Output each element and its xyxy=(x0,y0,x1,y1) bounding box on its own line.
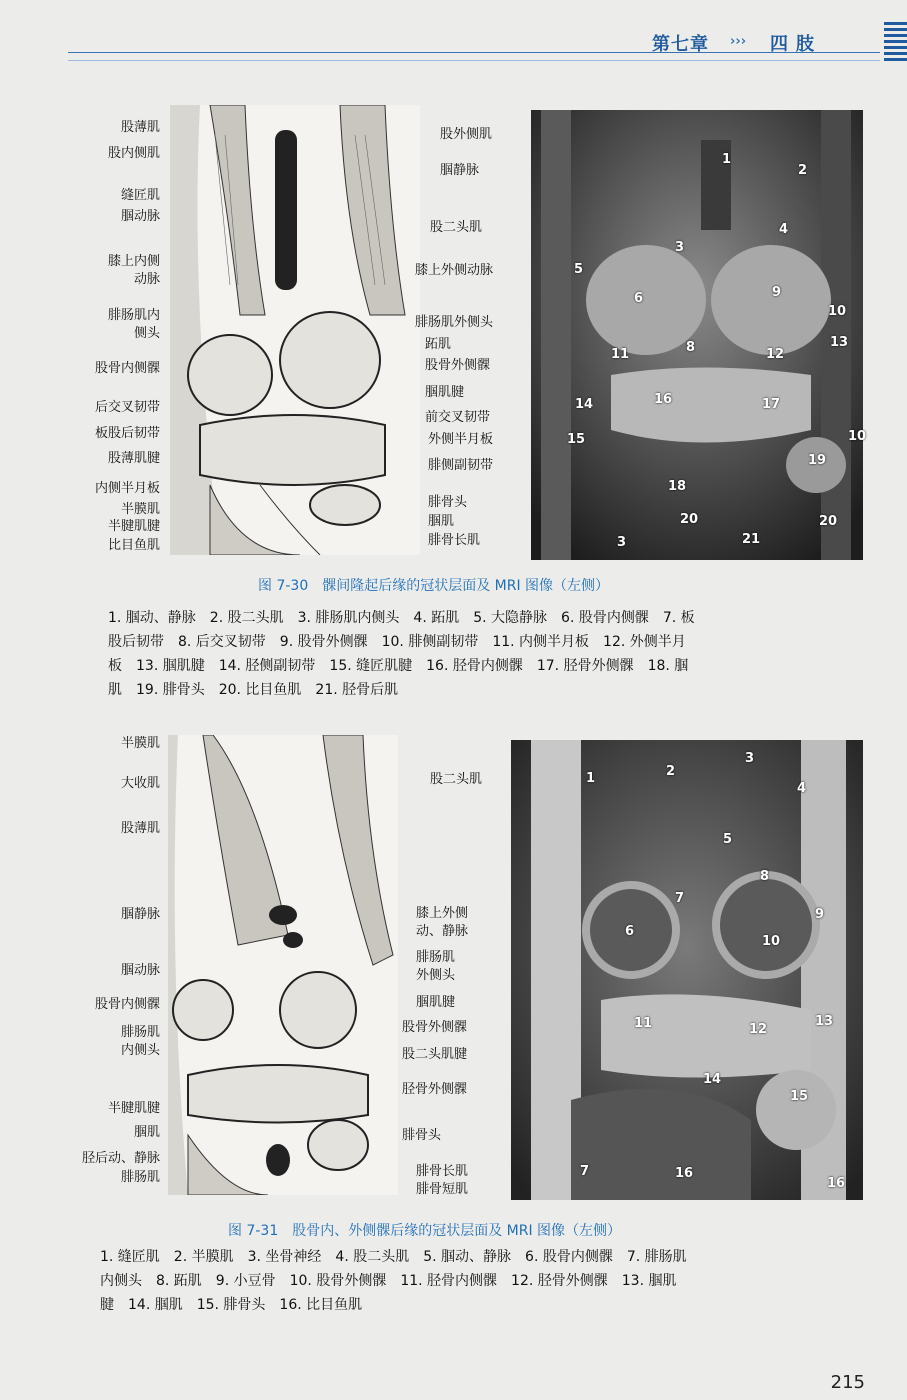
fig31-legend-line: 内侧头 8. 跖肌 9. 小豆骨 10. 股骨外侧髁 11. 胫骨内侧髁 12. 胫骨外侧髁 13. 腘肌 xyxy=(100,1273,677,1289)
fig30-legend xyxy=(108,606,868,702)
fig30-mri-num-4: 4 xyxy=(779,222,789,237)
header-rule xyxy=(68,52,880,53)
fig30-knee-illustration xyxy=(170,105,420,555)
fig30-label-lateral-meniscus: 外侧半月板 xyxy=(428,432,494,447)
fig30-mri-num-3: 3 xyxy=(675,240,685,255)
fig31-label-medial-femoral-condyle: 股骨内侧髁 xyxy=(94,997,160,1012)
fig31-caption-title: 图 7-31 股骨内、外侧髁后缘的冠状层面及 MRI 图像（左侧） xyxy=(228,1223,622,1239)
fig30-mri-num-12: 12 xyxy=(766,347,785,362)
fig30-mri-num-20b: 20 xyxy=(819,514,838,529)
fig31-knee-illustration xyxy=(168,735,398,1195)
fig31-mri-num-15: 15 xyxy=(790,1089,809,1104)
fig30-label-biceps-femoris: 股二头肌 xyxy=(430,220,483,235)
fig31-label-lateral-tibial-condyle: 胫骨外侧髁 xyxy=(402,1082,468,1097)
fig31-label-posterior-tibial-vessels: 胫后动、静脉 xyxy=(81,1151,160,1166)
fig31-label-popliteus-tendon: 腘肌腱 xyxy=(416,995,456,1010)
fig30-label-fibular-head: 腓骨头 xyxy=(428,495,468,510)
fig30-label-popliteus-tendon: 腘肌腱 xyxy=(425,385,465,400)
fig31-label-popliteus: 腘肌 xyxy=(133,1125,160,1140)
fig30-label-vastus-lateralis: 股外侧肌 xyxy=(440,127,493,142)
fig30-label-popliteal-artery: 腘动脉 xyxy=(120,209,160,224)
fig30-mri-num-16: 16 xyxy=(654,392,673,407)
fig30-mri-num-1: 1 xyxy=(722,152,732,167)
fig30-mri-num-9: 9 xyxy=(772,285,782,300)
fig30-label-sup-medial-genicular-1: 膝上内侧 xyxy=(107,254,160,269)
fig30-mri-num-6: 6 xyxy=(634,291,644,306)
fig31-mri-num-12: 12 xyxy=(749,1022,768,1037)
fig30-label-fibular-collateral: 腓侧副韧带 xyxy=(428,458,494,473)
fig31-label-fibular-head: 腓骨头 xyxy=(402,1128,442,1143)
fig30-label-gracilis-tendon: 股薄肌腱 xyxy=(107,451,160,466)
fig31-label-semitendinosus-tendon: 半腱肌腱 xyxy=(107,1101,160,1116)
fig31-legend xyxy=(100,1245,870,1317)
fig31-mri-num-13: 13 xyxy=(815,1014,834,1029)
fig30-mri-num-10a: 10 xyxy=(828,304,847,319)
fig31-mri-graphic xyxy=(511,740,863,1200)
fig31-mri-num-10: 10 xyxy=(762,934,781,949)
fig31-mri-num-2: 2 xyxy=(666,764,676,779)
fig30-label-popliteus: 腘肌 xyxy=(428,514,455,529)
fig31-label-sup-lateral-genicular-1: 膝上外侧 xyxy=(416,906,469,921)
fig30-label-meniscofemoral: 板股后韧带 xyxy=(94,426,160,441)
fig30-mri-num-2: 2 xyxy=(798,163,808,178)
fig30-label-popliteal-vein: 腘静脉 xyxy=(440,163,480,178)
fig31-label-biceps-tendon: 股二头肌腱 xyxy=(402,1047,468,1062)
fig31-label-gastroc-2: 内侧头 xyxy=(120,1043,160,1058)
fig31-mri-num-9: 9 xyxy=(815,907,825,922)
fig31-label-popliteal-vein: 腘静脉 xyxy=(120,907,160,922)
fig30-label-plantaris: 跖肌 xyxy=(425,337,452,352)
fig31-mri-num-8: 8 xyxy=(760,869,770,884)
fig30-mri-image xyxy=(531,110,863,560)
fig31-legend-line: 腱 14. 腘肌 15. 腓骨头 16. 比目鱼肌 xyxy=(100,1297,363,1313)
fig31-mri-num-1: 1 xyxy=(586,771,596,786)
fig30-mri-num-20a: 20 xyxy=(680,512,699,527)
section-title: 四肢 xyxy=(770,34,822,55)
fig30-label-acl: 前交叉韧带 xyxy=(425,410,491,425)
fig30-mri-num-3b: 3 xyxy=(617,535,627,550)
fig31-legend-line: 1. 缝匠肌 2. 半膜肌 3. 坐骨神经 4. 股二头肌 5. 腘动、静脉 6. 股骨内侧髁 7. 腓肠肌 xyxy=(100,1249,687,1265)
fig31-drawing xyxy=(168,735,398,1195)
fig30-label-gastroc-medial-2: 侧头 xyxy=(133,326,160,341)
fig31-mri-num-6: 6 xyxy=(625,924,635,939)
fig30-legend-line: 板 13. 腘肌腱 14. 胫侧副韧带 15. 缝匠肌腱 16. 胫骨内侧髁 17. 胫骨外侧髁 18. 腘 xyxy=(108,658,689,674)
fig30-mri-num-13: 13 xyxy=(830,335,849,350)
fig31-label-biceps-femoris: 股二头肌 xyxy=(430,772,483,787)
fig30-label-semimembranosus: 半膜肌 xyxy=(120,502,160,517)
fig31-label-sup-lateral-genicular-2: 动、静脉 xyxy=(416,924,469,939)
fig31-mri-num-7: 7 xyxy=(675,891,685,906)
fig31-label-gastroc-lateral-2: 外侧头 xyxy=(416,968,456,983)
fig31-label-peroneus-brevis: 腓骨短肌 xyxy=(416,1182,469,1197)
fig30-legend-line: 1. 腘动、静脉 2. 股二头肌 3. 腓肠肌内侧头 4. 跖肌 5. 大隐静脉 6. 股骨内侧髁 7. 板 xyxy=(108,610,695,626)
fig31-label-gastroc-1: 腓肠肌 xyxy=(120,1025,160,1040)
fig31-mri-num-4: 4 xyxy=(797,781,807,796)
fig30-mri-num-5: 5 xyxy=(574,262,584,277)
fig30-label-pcl: 后交叉韧带 xyxy=(94,400,160,415)
fig30-mri-num-19: 19 xyxy=(808,453,827,468)
fig30-legend-line: 肌 19. 腓骨头 20. 比目鱼肌 21. 胫骨后肌 xyxy=(108,682,399,698)
fig30-mri-num-14: 14 xyxy=(575,397,594,412)
fig31-label-lateral-femoral-condyle: 股骨外侧髁 xyxy=(402,1020,468,1035)
fig30-mri-num-18: 18 xyxy=(668,479,687,494)
fig30-label-gastroc-lateral: 腓肠肌外侧头 xyxy=(415,315,494,330)
fig31-label-popliteal-artery: 腘动脉 xyxy=(120,963,160,978)
fig31-mri-num-11: 11 xyxy=(634,1016,653,1031)
fig30-label-gastroc-medial-1: 腓肠肌内 xyxy=(107,308,160,323)
fig31-label-gracilis: 股薄肌 xyxy=(120,821,160,836)
fig31-mri-num-16b: 16 xyxy=(827,1176,846,1191)
chevron-icon: ››› xyxy=(730,34,747,49)
fig31-mri-num-7b: 7 xyxy=(580,1164,590,1179)
fig30-label-peroneus-longus: 腓骨长肌 xyxy=(428,533,481,548)
fig31-label-adductor-magnus: 大收肌 xyxy=(120,776,160,791)
fig30-legend-line: 股后韧带 8. 后交叉韧带 9. 股骨外侧髁 10. 腓侧副韧带 11. 内侧半月板 12. 外侧半月 xyxy=(108,634,686,650)
fig30-label-soleus: 比目鱼肌 xyxy=(107,538,160,553)
fig31-mri-num-14: 14 xyxy=(703,1072,722,1087)
fig30-mri-num-10b: 10 xyxy=(848,429,867,444)
fig30-mri-num-17: 17 xyxy=(762,397,781,412)
header-rule-secondary xyxy=(68,60,880,61)
edge-tab xyxy=(884,22,907,62)
fig30-label-sup-lateral-genicular: 膝上外侧动脉 xyxy=(415,263,494,278)
fig30-label-semitendinosus-tendon: 半腱肌腱 xyxy=(107,519,160,534)
page-number: 215 xyxy=(830,1372,865,1393)
fig30-label-medial-meniscus: 内侧半月板 xyxy=(94,481,160,496)
fig31-label-peroneus-longus: 腓骨长肌 xyxy=(416,1164,469,1179)
fig31-mri-num-16a: 16 xyxy=(675,1166,694,1181)
fig31-mri-num-3: 3 xyxy=(745,751,755,766)
chapter-title: 第七章 xyxy=(652,34,709,55)
fig30-label-medial-femoral-condyle: 股骨内侧髁 xyxy=(94,361,160,376)
fig30-drawing xyxy=(170,105,420,555)
fig30-label-sartorius: 缝匠肌 xyxy=(120,188,160,203)
fig30-mri-num-21: 21 xyxy=(742,532,761,547)
fig31-label-semimembranosus: 半膜肌 xyxy=(120,736,160,751)
fig31-label-gastrocnemius: 腓肠肌 xyxy=(120,1170,160,1185)
fig30-label-lateral-femoral-condyle: 股骨外侧髁 xyxy=(425,358,491,373)
fig31-label-gastroc-lateral-1: 腓肠肌 xyxy=(416,950,456,965)
fig31-mri-image xyxy=(511,740,863,1200)
fig30-caption-title: 图 7-30 髁间隆起后缘的冠状层面及 MRI 图像（左侧） xyxy=(258,578,610,594)
fig30-mri-num-15: 15 xyxy=(567,432,586,447)
fig30-mri-num-8: 8 xyxy=(686,340,696,355)
fig30-mri-num-11: 11 xyxy=(611,347,630,362)
fig30-label-vastus-medialis: 股内侧肌 xyxy=(107,146,160,161)
fig30-label-sup-medial-genicular-2: 动脉 xyxy=(133,272,160,287)
fig30-mri-graphic xyxy=(531,110,863,560)
fig31-mri-num-5: 5 xyxy=(723,832,733,847)
fig30-label-gracilis: 股薄肌 xyxy=(120,120,160,135)
